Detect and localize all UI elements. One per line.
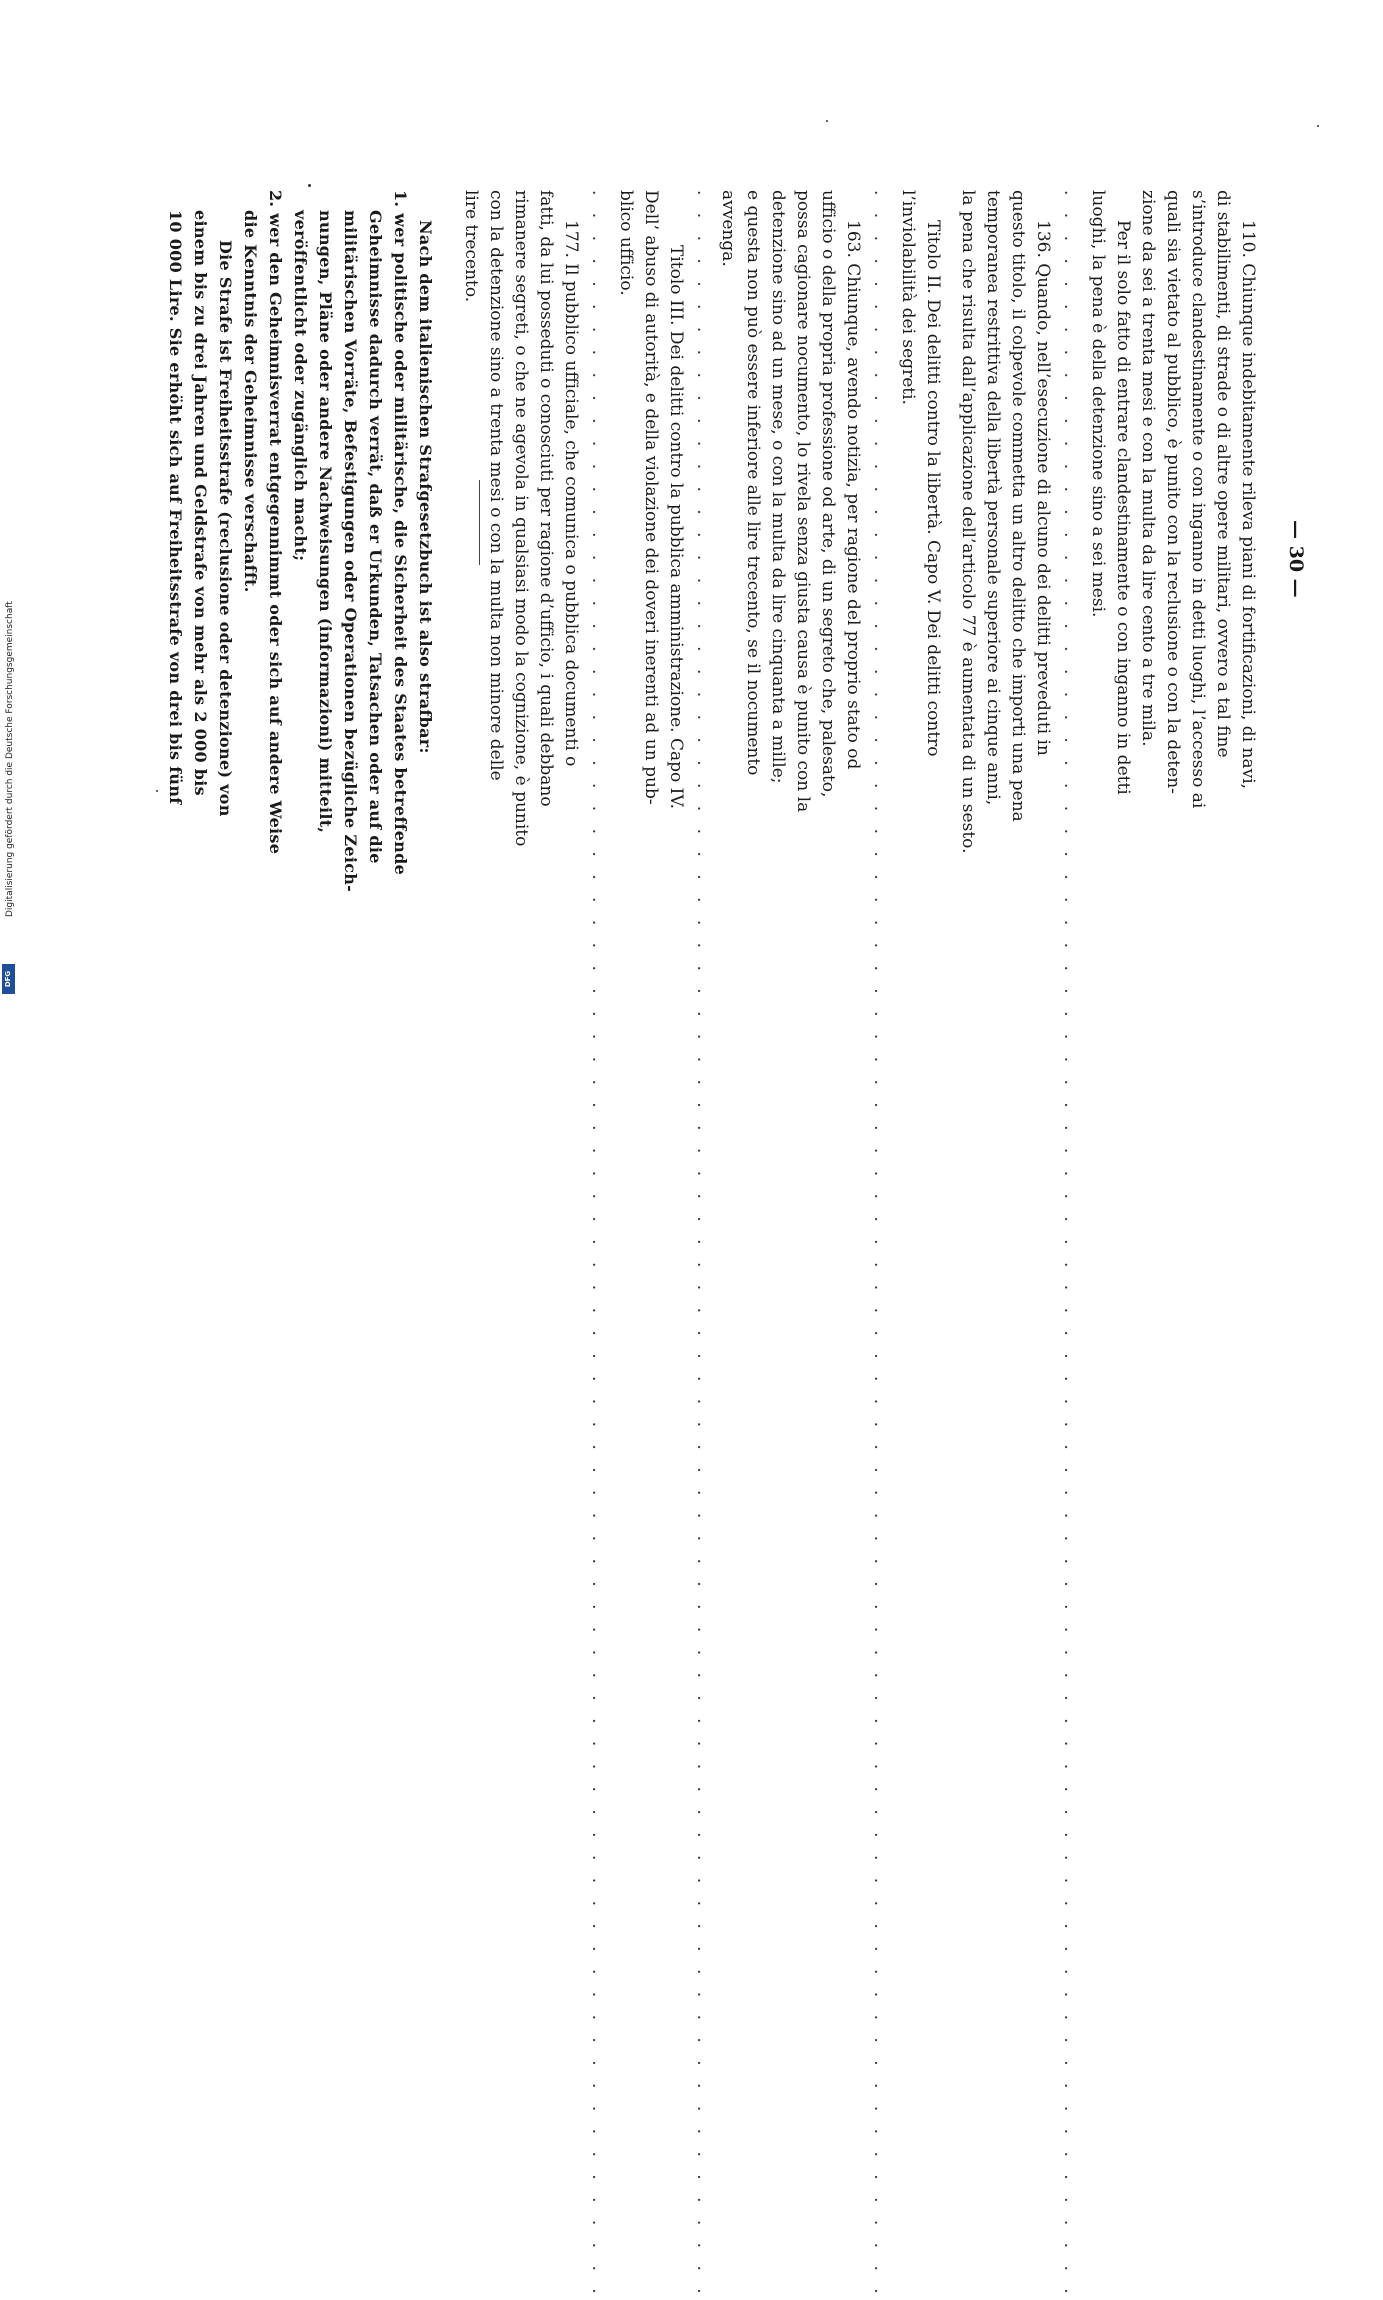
text-line: Per il solo fatto di entrare clandestinamente o con inganno in detti — [1113, 220, 1133, 795]
ellipsis-dots: . . . . . . . . . . . . . . . . . . . . . . . . . . . . . . . . . . . . . . . . . . . . . . . . . . . . . . . . . . . . . . . . . . . . . . . . . . . . . . . . . . . . . . . . . . . . . — [588, 190, 608, 2300]
text-line: 1. wer politische oder militärische, die Sicherheit des Staates betreffende — [391, 190, 410, 876]
scan-speck — [1317, 125, 1319, 127]
text-line: fatti, da lui posseduti o conosciuti per ragione d’ufficio, i quali debbano — [536, 190, 556, 807]
text-line: ufficio o della propria professione od arte, di un segreto che, palesato, — [818, 190, 838, 798]
text-line: Geheimnisse dadurch verrät, daß er Urkunden, Tatsachen oder auf die — [366, 210, 385, 864]
text-line: Titolo II. Dei delitti contro la libertà. Capo V. Dei delitti contro — [923, 220, 943, 757]
text-line: veröffentlicht oder zugänglich macht; — [291, 210, 310, 562]
text-line: Titolo III. Dei delitti contro la pubblica amministrazione. Capo IV. — [666, 245, 686, 810]
text-line: s’introduce clandestinamente o con inganno in detti luoghi, l’accesso ai — [1188, 190, 1208, 809]
text-line: zione da sei a trenta mesi e con la multa da lire cento a tre mila. — [1138, 190, 1158, 747]
text-line: la pena che risulta dall’applicazione dell’articolo 77 è aumentata di un sesto. — [958, 190, 978, 854]
text-line: luoghi, la pena è della detenzione sino a sei mesi. — [1088, 190, 1108, 618]
separator-rule — [479, 480, 480, 565]
text-line: blico ufficio. — [616, 190, 636, 296]
text-line: 177. Il pubblico ufficiale, che comunica o pubblica documenti o — [561, 220, 581, 767]
text-line: einem bis zu drei Jahren und Geldstrafe von mehr als 2 000 bis — [191, 210, 210, 796]
rotated-page-content — [140, 190, 1307, 2300]
text-line: di stabilimenti, di strade o di altre opere militari, ovvero a tal fine — [1213, 190, 1233, 758]
text-line: 136. Quando, nell’esecuzione di alcuno dei delitti preveduti in — [1033, 220, 1053, 756]
text-line: Nach dem italienischen Strafgesetzbuch ist also strafbar: — [416, 220, 435, 754]
text-line: Dell’ abuso di autorità, e della violazione dei doveri inerenti ad un pub- — [641, 190, 661, 805]
digitization-credit: Digitalisierung gefördert durch die Deutsche Forschungsgemeinschaft — [5, 601, 15, 917]
text-line: avvenga. — [718, 190, 738, 267]
text-line: lire trecento. — [461, 190, 481, 303]
text-line: nungen, Pläne oder andere Nachweisungen (informazioni) mitteilt, — [316, 210, 335, 834]
text-line: militärischen Vorräte, Befestigungen oder Operationen bezügliche Zeich- — [341, 210, 360, 893]
ellipsis-dots: . . . . . . . . . . . . . . . . . . . . . . . . . . . . . . . . . . . . . . . . . . . . . . . . . . . . . . . . . . . . . . . . . . . . . . . . . . . . . . . . . . . . . . . . . . . . . — [870, 190, 890, 2300]
text-line: die Kenntnis der Geheimnisse verschafft. — [241, 210, 260, 593]
text-line: possa cagionare nocumento, lo rivela senza giusta causa è punito con la — [793, 190, 813, 813]
scan-speck — [156, 790, 158, 792]
ellipsis-dots: . . . . . . . . . . . . . . . . . . . . . . . . . . . . . . . . . . . . . . . . . . . . . . . . . . . . . . . . . . . . . . . . . . . . . . . . . . . . . . . . . . . . . . . . . . . . . — [693, 190, 713, 2300]
ellipsis-dots: . . . . . . . . . . . . . . . . . . . . . . . . . . . . . . . . . . . . . . . . . . . . . . . . . . . . . . . . . . . . . . . . . . . . . . . . . . . . . . . . . . . . . . . . . . . . . — [1060, 190, 1080, 2300]
text-line: l’inviolabilità dei segreti. — [898, 190, 918, 405]
text-line: 2. wer den Geheimnisverrat entgegennimmt oder sich auf andere Weise — [266, 190, 285, 855]
text-line: 10 000 Lire. Sie erhöht sich auf Freiheitsstrafe von drei bis fünf — [166, 210, 185, 805]
text-line: quali sia vietato al pubblico, è punito con la reclusione o con la deten- — [1163, 190, 1183, 794]
page-number: — 30 — — [1285, 520, 1307, 598]
text-line: rimanere segreti, o che ne agevola in qualsiasi modo la cognizione, è punito — [511, 190, 531, 847]
text-line: con la detenzione sino a trenta mesi o con la multa non minore delle — [486, 190, 506, 781]
text-line: 163. Chiunque, avendo notizia, per ragione del proprio stato od — [843, 220, 863, 770]
text-line: e questa non può essere inferiore alle lire trecento, se il nocumento — [743, 190, 763, 776]
text-line: 110. Chiunque indebitamente rileva piani di fortificazioni, di navi, — [1238, 220, 1258, 790]
dfg-logo: DFG — [2, 964, 15, 994]
text-line: questo titolo, il colpevole commetta un altro delitto che importi una pena — [1008, 190, 1028, 822]
scan-speck — [826, 120, 828, 122]
text-line: temporanea restrittiva della libertà personale superiore ai cinque anni, — [983, 190, 1003, 806]
text-line: detenzione sino ad un mese, o con la multa da lire cinquanta a mille; — [768, 190, 788, 784]
scan-speck — [308, 184, 311, 187]
text-line: Die Strafe ist Freiheitsstrafe (reclusione oder detenzione) von — [216, 240, 235, 817]
